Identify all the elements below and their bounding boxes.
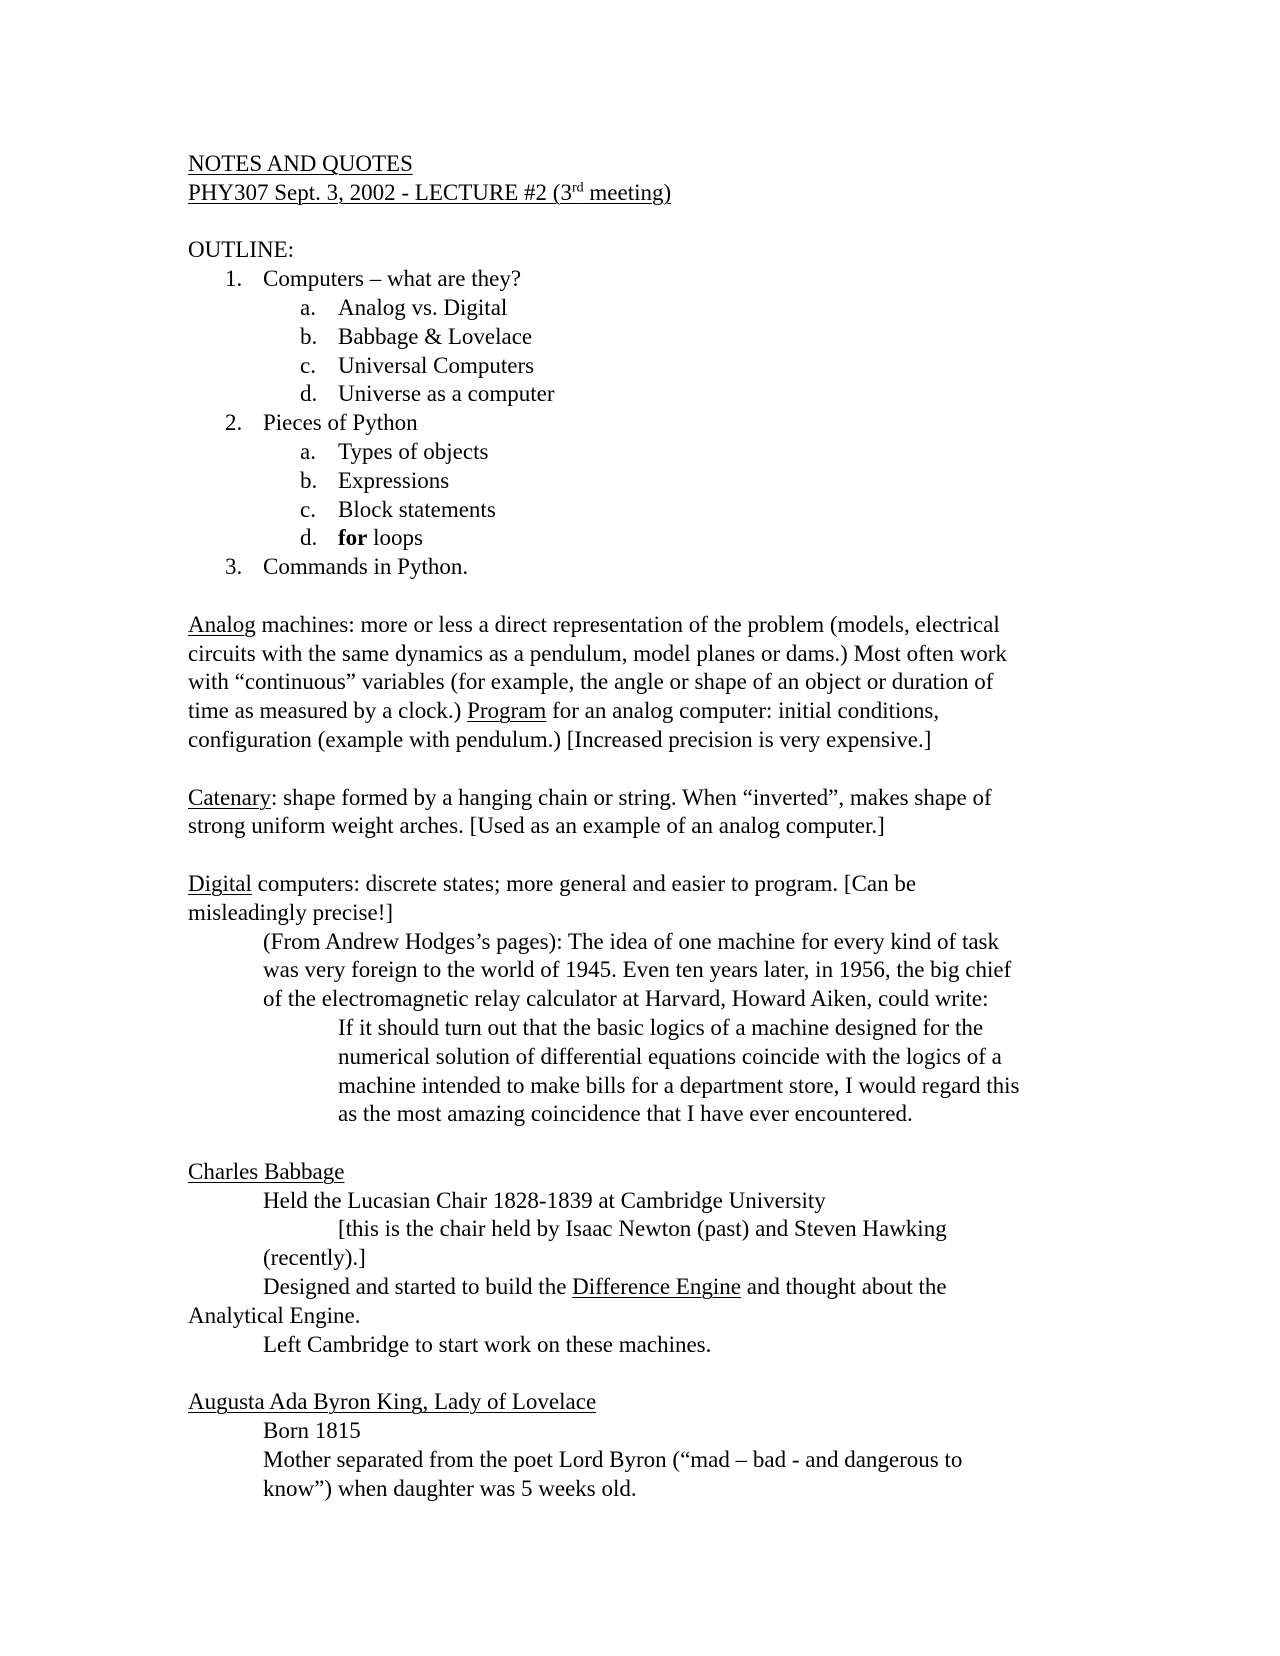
babbage-line: Left Cambridge to start work on these machines. (263, 1331, 712, 1357)
outline-subitem: d. Universe as a computer (300, 381, 555, 407)
analog-paragraph-line: with “continuous” variables (for example, the angle or shape of an object or duration of (188, 669, 994, 695)
babbage-line: Designed and started to build the Difference Engine and thought about the (263, 1274, 947, 1300)
babbage-line: Held the Lucasian Chair 1828-1839 at Cambridge University (263, 1187, 826, 1213)
analog-paragraph-line: time as measured by a clock.) Program for an analog computer: initial conditions, (188, 698, 940, 724)
babbage-line: Analytical Engine. (188, 1302, 361, 1328)
aiken-quote-line: machine intended to make bills for a department store, I would regard this (338, 1072, 1020, 1098)
digital-paragraph-line: misleadingly precise!] (188, 899, 394, 925)
difference-engine-term: Difference Engine (572, 1274, 741, 1300)
lovelace-line: Mother separated from the poet Lord Byron (“mad – bad - and dangerous to (263, 1446, 963, 1472)
hodges-quote-line: of the electromagnetic relay calculator at Harvard, Howard Aiken, could write: (263, 986, 989, 1012)
outline-subitem: c. Universal Computers (300, 352, 535, 378)
catenary-paragraph-line: Catenary: shape formed by a hanging chain or string. When “inverted”, makes shape of (188, 784, 992, 810)
spacer (188, 1359, 1088, 1388)
document-body (188, 150, 1088, 1503)
spacer (188, 582, 1088, 611)
aiken-quote-line: If it should turn out that the basic logics of a machine designed for the (338, 1014, 984, 1040)
analog-paragraph-line: Analog machines: more or less a direct representation of the problem (models, electrical (188, 611, 1000, 637)
lovelace-line: know”) when daughter was 5 weeks old. (263, 1475, 637, 1501)
ordinal-superscript: rd (571, 180, 584, 196)
outline-item: 2. Pieces of Python (225, 410, 418, 436)
outline-item: 3. Commands in Python. (225, 554, 469, 580)
outline-subitem: a. Types of objects (300, 438, 489, 464)
program-term: Program (467, 698, 547, 724)
babbage-line: (recently).] (263, 1245, 366, 1271)
spacer (188, 841, 1088, 870)
outline-item: 1. Computers – what are they? (225, 266, 522, 292)
doc-subtitle: PHY307 Sept. 3, 2002 - LECTURE #2 (3rd meeting) (188, 179, 672, 205)
outline-subitem: b. Expressions (300, 467, 450, 493)
spacer (188, 1129, 1088, 1158)
babbage-line: [this is the chair held by Isaac Newton (past) and Steven Hawking (338, 1216, 947, 1242)
outline-subitem: a. Analog vs. Digital (300, 294, 508, 320)
analog-term: Analog (188, 611, 256, 637)
spacer (188, 208, 1088, 237)
lovelace-heading: Augusta Ada Byron King, Lady of Lovelace (188, 1389, 597, 1415)
spacer (188, 755, 1088, 784)
hodges-quote-line: was very foreign to the world of 1945. Even ten years later, in 1956, the big chief (263, 957, 1012, 983)
outline-subitem: d. for loops (300, 525, 423, 551)
analog-paragraph-line: circuits with the same dynamics as a pendulum, model planes or dams.) Most often work (188, 640, 1007, 666)
catenary-paragraph-line: strong uniform weight arches. [Used as an example of an analog computer.] (188, 813, 885, 839)
outline-subitem: c. Block statements (300, 496, 496, 522)
digital-term: Digital (188, 870, 252, 896)
catenary-term: Catenary (188, 784, 272, 810)
doc-title: NOTES AND QUOTES (188, 151, 413, 176)
digital-paragraph-line: Digital computers: discrete states; more general and easier to program. [Can be (188, 870, 917, 896)
babbage-heading: Charles Babbage (188, 1158, 345, 1184)
aiken-quote-line: as the most amazing coincidence that I have ever encountered. (338, 1101, 913, 1127)
lovelace-line: Born 1815 (263, 1418, 361, 1444)
outline-subitem: b. Babbage & Lovelace (300, 323, 533, 349)
outline-heading: OUTLINE: (188, 237, 295, 263)
hodges-quote-line: (From Andrew Hodges’s pages): The idea of one machine for every kind of task (263, 928, 1000, 954)
analog-paragraph-line: configuration (example with pendulum.) [Increased precision is very expensive.] (188, 726, 932, 752)
aiken-quote-line: numerical solution of differential equations coincide with the logics of a (338, 1043, 1002, 1069)
